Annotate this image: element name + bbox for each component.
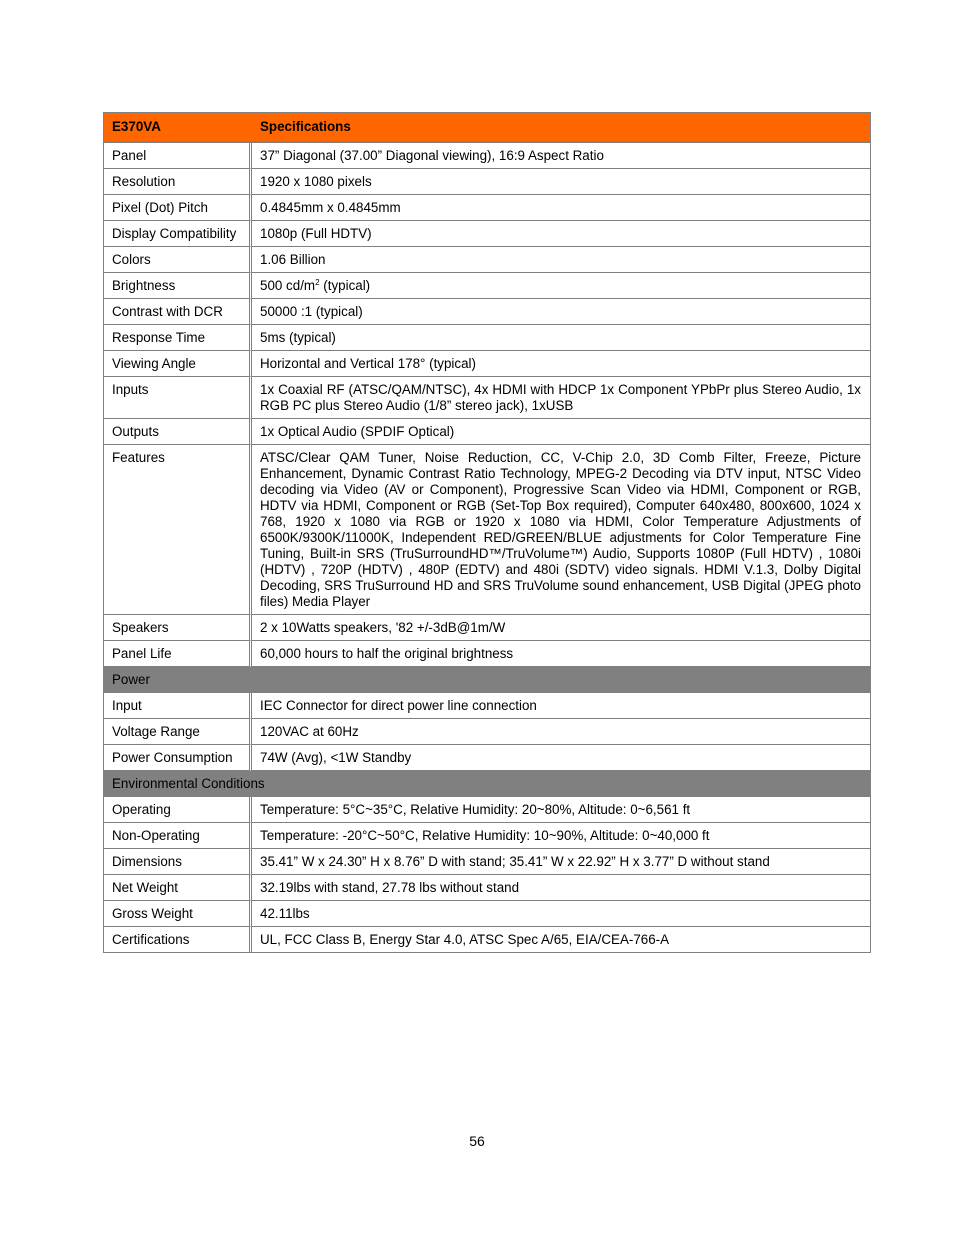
table-header-row (104, 113, 870, 143)
table-row (104, 377, 870, 419)
table-row (104, 221, 870, 247)
spec-label: Voltage Range (104, 719, 252, 745)
table-row (104, 615, 870, 641)
table-row (104, 927, 870, 952)
spec-value: Temperature: -20°C~50°C, Relative Humidity: 10~90%, Altitude: 0~40,000 ft (252, 823, 870, 849)
table-row (104, 849, 870, 875)
brightness-value-suffix: (typical) (319, 278, 371, 293)
spec-label: Panel (104, 143, 252, 169)
spec-label: Colors (104, 247, 252, 273)
table-row (104, 641, 870, 667)
table-row (104, 693, 870, 719)
spec-value: 120VAC at 60Hz (252, 719, 870, 745)
spec-label: Panel Life (104, 641, 252, 667)
section-heading-power: Power (104, 667, 870, 693)
spec-label: Certifications (104, 927, 252, 952)
model-name: E370VA (104, 113, 252, 143)
spec-value: 42.11lbs (252, 901, 870, 927)
table-row (104, 419, 870, 445)
table-row (104, 273, 870, 299)
brightness-value-main: 500 cd/m (260, 278, 316, 293)
table-row (104, 169, 870, 195)
specifications-table (103, 112, 871, 953)
spec-value: 1080p (Full HDTV) (252, 221, 870, 247)
table-row (104, 445, 870, 615)
spec-label: Non-Operating (104, 823, 252, 849)
spec-value: 50000 :1 (typical) (252, 299, 870, 325)
spec-label: Contrast with DCR (104, 299, 252, 325)
spec-label: Response Time (104, 325, 252, 351)
table-row (104, 719, 870, 745)
table-row (104, 247, 870, 273)
spec-value-brightness (252, 273, 870, 299)
spec-label: Power Consumption (104, 745, 252, 771)
table-row (104, 325, 870, 351)
specifications-heading: Specifications (252, 113, 870, 143)
spec-label: Speakers (104, 615, 252, 641)
spec-label: Operating (104, 797, 252, 823)
spec-value: 1.06 Billion (252, 247, 870, 273)
section-heading-environmental: Environmental Conditions (104, 771, 870, 797)
spec-value: Horizontal and Vertical 178° (typical) (252, 351, 870, 377)
spec-value: 1x Optical Audio (SPDIF Optical) (252, 419, 870, 445)
spec-label: Net Weight (104, 875, 252, 901)
spec-label: Outputs (104, 419, 252, 445)
table-row (104, 195, 870, 221)
spec-value: 32.19lbs with stand, 27.78 lbs without stand (252, 875, 870, 901)
spec-label: Features (104, 445, 252, 615)
table-row (104, 745, 870, 771)
spec-value: 37” Diagonal (37.00” Diagonal viewing), 16:9 Aspect Ratio (252, 143, 870, 169)
spec-value: Temperature: 5°C~35°C, Relative Humidity: 20~80%, Altitude: 0~6,561 ft (252, 797, 870, 823)
power-section-row (104, 667, 870, 693)
table-row (104, 875, 870, 901)
spec-value: 2 x 10Watts speakers, '82 +/-3dB@1m/W (252, 615, 870, 641)
spec-value: 1920 x 1080 pixels (252, 169, 870, 195)
spec-label: Input (104, 693, 252, 719)
spec-value: UL, FCC Class B, Energy Star 4.0, ATSC Spec A/65, EIA/CEA-766-A (260, 932, 670, 947)
spec-label: Display Compatibility (104, 221, 252, 247)
page-number: 56 (469, 1133, 485, 1149)
spec-label: Resolution (104, 169, 252, 195)
spec-label: Brightness (104, 273, 252, 299)
table-row (104, 299, 870, 325)
spec-value: IEC Connector for direct power line connection (252, 693, 870, 719)
table-row (104, 143, 870, 169)
table-row (104, 823, 870, 849)
table-row (104, 797, 870, 823)
spec-value: 35.41” W x 24.30” H x 8.76” D with stand; 35.41” W x 22.92” H x 3.77” D without stand (252, 849, 870, 875)
spec-value: 5ms (typical) (252, 325, 870, 351)
superscript: 2 (315, 278, 320, 287)
spec-label: Gross Weight (104, 901, 252, 927)
spec-value: 0.4845mm x 0.4845mm (252, 195, 870, 221)
spec-value: 74W (Avg), <1W Standby (252, 745, 870, 771)
spec-label: Inputs (104, 377, 252, 419)
spec-value: ATSC/Clear QAM Tuner, Noise Reduction, CC, V-Chip 2.0, 3D Comb Filter, Freeze, Picture Enhancement, Dynamic Contrast Ratio Technology, MPEG-2 Decoding via DTV input, NTSC Video decoding via Video (AV or Component), Progressive Scan Video via HDMI, Component or RGB, HDTV via HDMI, Component or RGB (Set-Top Box required), Computer 640x480, 800x600, 1024 x 768, 1920 x 1080 via RGB or 1920 x 1080 via HDMI, Color Temperature Adjustments of 6500K/9300K/11000K, Independent RED/GREEN/BLUE adjustments for Color Temperature Fine Tuning, Built-in SRS (TruSurroundHD™/TruVolume™) Audio, Supports 1080P (Full HDTV) , 1080i (HDTV) , 720P (HDTV) , 480P (EDTV) and 480i (SDTV) video signals. HDMI V.1.3, Dolby Digital Decoding, SRS TruSurround HD and SRS TruVolume sound enhancement, USB Digital (JPEG photo files) Media Player (252, 445, 870, 615)
spec-label: Viewing Angle (104, 351, 252, 377)
spec-label: Pixel (Dot) Pitch (104, 195, 252, 221)
table-row (104, 351, 870, 377)
environmental-section-row (104, 771, 870, 797)
spec-value: 60,000 hours to half the original brightness (252, 641, 870, 667)
spec-value: 1x Coaxial RF (ATSC/QAM/NTSC), 4x HDMI with HDCP 1x Component YPbPr plus Stereo Audio, 1x RGB PC plus Stereo Audio (1/8” stereo jack), 1xUSB (252, 377, 870, 419)
spec-label: Dimensions (104, 849, 252, 875)
table-row (104, 901, 870, 927)
